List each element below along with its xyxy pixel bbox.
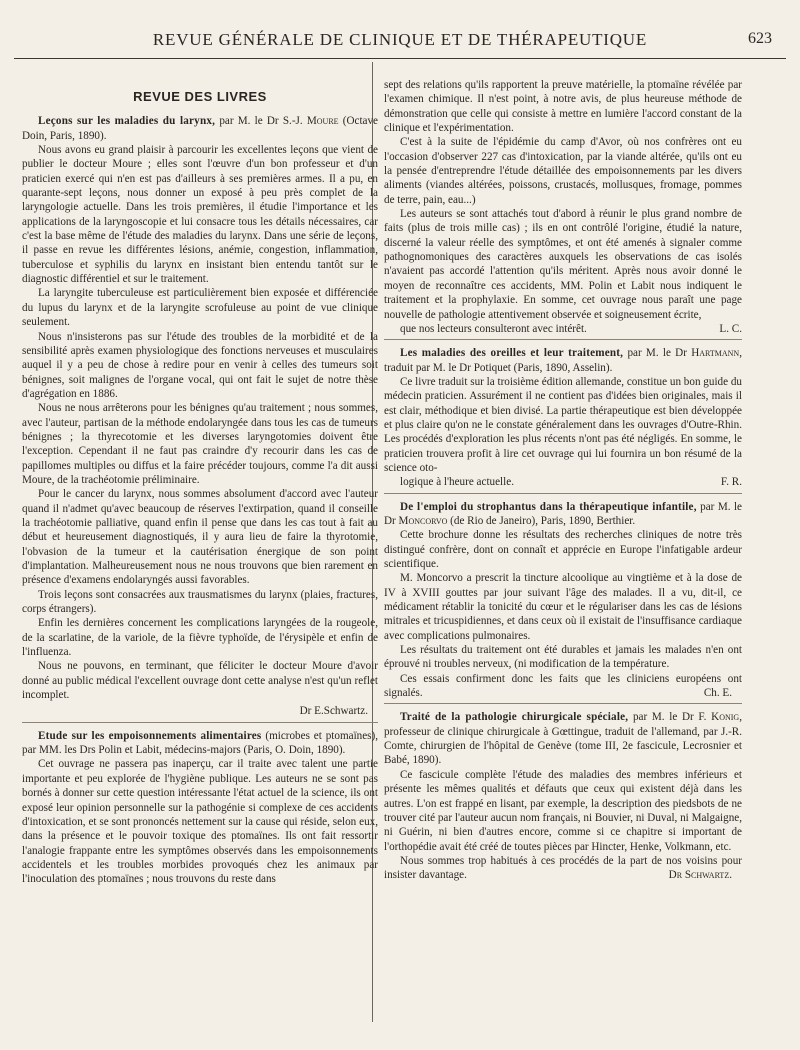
- review-paragraph: Pour le cancer du larynx, nous sommes absolument d'accord avec l'auteur quand il n'admet qu'avec beaucoup de réserves l'extirpation, quand il conseille la trachéotomie palliative, quand enfin il pense que dans les cas tout à fait au début et heureusement diagnostiqués, il y aura lieu de faire la thyrotomie, l'obvasion de la tumeur et la cautérisation énergique de son point d'implantation. Malheureusement nous ne nous trouvons que bien rarement en présence d'examens endolaryngés aussi favorables.: [22, 488, 378, 587]
- review-author: Hartmann: [691, 347, 740, 360]
- review-paragraph: sept des relations qu'ils rapportent la preuve matérielle, la ptomaïne révélée par l'examen chimique. Il n'est point, à notre avis, de plus heureuse méthode de démonstration que celle qui consiste à mettre en lumière l'accord constant de la clinique et l'expérimentation.: [384, 79, 742, 135]
- review-paragraph: Enfin les dernières concernent les complications laryngées de la rougeole, de la scarlatine, de la variole, de la fièvre typhoïde, de l'érysipèle et enfin de l'influenza.: [22, 617, 378, 659]
- review-signature: Ch. E.: [703, 687, 732, 700]
- review-header: [384, 710, 742, 767]
- review-signature: Dr Schwartz.: [668, 869, 732, 882]
- review-title: Etude sur les empoisonnements alimentaires: [38, 729, 262, 742]
- review-closing-line: que nos lecteurs consulteront avec intérêt.: [400, 322, 587, 335]
- review-citation: (Octave Doin, Paris, 1890).: [22, 115, 379, 142]
- review-author: Konig: [711, 711, 740, 724]
- page-number: 623: [748, 30, 772, 47]
- review-paragraph: [384, 672, 742, 701]
- review-paragraph: [384, 854, 742, 883]
- review-paragraph: C'est à la suite de l'épidémie du camp d'Avor, où nos confrères ont eu l'occasion d'observer 227 cas d'intoxication, par la viande altérée, qu'ils ont eu la pensée d'entreprendre l'étude détaillée des empoisonnements par les divers aliments (viandes altérées, poissons, crustacés, mollusques, fromage, pommes de terre, pain, eau...): [384, 136, 742, 206]
- review-closing-line: Ces essais confirment donc les faits que les cliniciens européens ont signalés.: [384, 672, 742, 700]
- review-citation: (microbes et ptomaïnes), par MM. les Drs Polin et Labit, médecins-majors (Paris, O. Doin, 1890).: [22, 729, 379, 757]
- review-title: De l'emploi du strophantus dans la thérapeutique infantile,: [400, 500, 697, 513]
- review-paragraph: Nous avons eu grand plaisir à parcourir les excellentes leçons que vient de publier le docteur Moure ; elles sont l'œuvre d'un bon professeur et d'un praticien exercé qui n'en est pas d'ailleurs à ses premières armes. Il a pu, en quarante-sept leçons, nous donner un exposé à peu près complet de la laryngologie actuelle. Dans les trois premières, il étudie l'importance et les applications de la laryngoscopie et lui consacre tous les détails nécessaires, car c'est la base même de l'étude des maladies du larynx. Dans une série de leçons, il passe en revue les différentes lésions, anémie, congestion, inflammation, tuberculose et syphilis du larynx en insistant bien entendu tantôt sur le diagnostic différentiel et sur le traitement.: [22, 144, 378, 286]
- review-signature: L. C.: [719, 322, 742, 335]
- review-closing-line: Nous sommes trop habitués à ces procédés de la part de nos voisins pour insister davantage.: [384, 854, 742, 882]
- running-title: REVUE GÉNÉRALE DE CLINIQUE ET DE THÉRAPEUTIQUE: [152, 30, 648, 49]
- review-separator: [22, 722, 378, 723]
- review-citation: (de Rio de Janeiro), Paris, 1890, Berthier.: [447, 514, 636, 527]
- section-title: REVUE DES LIVRES: [133, 89, 267, 104]
- review-separator: [384, 493, 742, 494]
- review-signature: F. R.: [720, 476, 742, 489]
- review-paragraph: Ce livre traduit sur la troisième édition allemande, constitue un bon guide du médecin praticien. Assurément il ne contient pas d'idées bien originales, mais il est clair, méthodique et bien divisé. La partie thérapeutique est bien développée et plus claire qu'on ne le constate généralement dans les ouvrages d'Outre-Rhin. Les procédés d'exploration les plus récents n'ont pas été négligés. En somme, le praticien trouvera profit à lire cet ouvrage qui lui fournira un bon résumé de la science oto-: [384, 375, 742, 474]
- review-paragraph: Trois leçons sont consacrées aux trausmatismes du larynx (plaies, fractures, corps étrangers).: [22, 588, 378, 616]
- review-paragraph: Nous n'insisterons pas sur l'étude des troubles de la morbidité et de la sensibilité après examen physiologique des fonctions nerveuses et musculaires auquel il y a peu de chose à redire pour en venir à celles des tumeurs soit bénignes, soit malignes de l'organe vocal, qui ont fait le sujet de notre thèse d'agrégation en 1886.: [22, 330, 378, 400]
- review-author: Moure: [306, 115, 339, 128]
- review-title: Leçons sur les maladies du larynx,: [38, 115, 216, 128]
- left-column: [22, 78, 378, 887]
- review-paragraph: La laryngite tuberculeuse est particulièrement bien exposée et différenciée du lupus du larynx et de la laryngite scrofuleuse au point de vue clinique seulement.: [22, 287, 378, 329]
- review-closing-line: logique à l'heure actuelle.: [400, 476, 514, 489]
- review-paragraph: M. Moncorvo a prescrit la tincture alcoolique au vingtième et à la dose de IV à XVIII gouttes par jour suivant l'âge des malades. Il a vu, dit-il, ce médicament rétablir la tonicité du cœur et le régulariser dans les cas de lésions mitrales et tricuspidiennes, et dans ceux où il existait de l'insuffisance cardiaque avec complications pulmonaires.: [384, 572, 742, 642]
- review-citation: par M. le Dr: [384, 500, 743, 527]
- review-header: [22, 114, 378, 143]
- review-citation: par M. le Dr S.-J.: [215, 115, 307, 128]
- review-citation: , traduit par M. le Dr Potiquet (Paris, 1890, Asselin).: [384, 347, 743, 374]
- review-title: Traité de la pathologie chirurgicale spéciale,: [400, 711, 629, 724]
- review-citation: , professeur de clinique chirurgicale à Gœttingue, traduit de l'allemand, par J.-R. Comte, chirurgien de l'hôpital de Genève (tome III, 2e fascicule, Lecrosnier et Babé, 1890).: [384, 711, 742, 767]
- review-header: [384, 500, 742, 529]
- review-paragraph: Les auteurs se sont attachés tout d'abord à réunir le plus grand nombre de faits (plus de trois mille cas) ; ils en ont contrôlé l'origine, étudié la nature, discerné la valeur réelle des symptômes, et ont été amenés à signaler comme pathognomoniques des caractères auxquels les observations de cas isolés n'avaient pas accordé l'attention qu'ils méritent. Après nous avoir donné le moyen de reconnaître ces accidents, MM. Polin et Labit nous indiquent le traitement et la prophylaxie. En somme, cet ouvrage nous paraît une page nouvelle de pathologie attentivement observée et soigneusement écrite,: [384, 208, 742, 321]
- review-header: [22, 729, 378, 758]
- review-separator: [384, 339, 742, 340]
- review-author: Moncorvo: [398, 514, 448, 527]
- review-closing: [384, 322, 742, 336]
- review-paragraph: Cette brochure donne les résultats des recherches cliniques de notre très distingué confrère, dont on connaît et apprécie en Europe l'infatigable ardeur scientifique.: [384, 529, 742, 570]
- review-paragraph: Ce fascicule complète l'étude des maladies des membres inférieurs et présente les mêmes qualités et défauts que ceux qui existent déjà dans les autres. L'on est frappé en lisant, par exemple, la description des piedsbots de ne trouver cité par l'auteur aucun nom français, ni Bouvier, ni Duval, ni Malgaigne, ni Guérin, ni bien d'autres encore, comme si ce chapitre si important de l'orthopédie avait été créé de toutes pièces par Hincter, Henke, Volkmann, etc.: [384, 768, 742, 853]
- review-paragraph: Les résultats du traitement ont été durables et jamais les malades n'en ont éprouvé ni troubles nerveux, (ni modification de la température.: [384, 644, 742, 671]
- review-citation: par M. le Dr F.: [628, 711, 712, 724]
- review-paragraph: Nous ne nous arrêterons pour les bénignes qu'au traitement ; nous sommes, avec l'auteur, partisan de la méthode endolaryngée dans tous les cas de tumeurs bénignes ; la thyrecotomie et les diverses laryngotomies doivent être l'exception. Cependant il ne faut pas craindre d'y recourir dans les cas de papillomes multiples ou diffus et la faire précéder toujours, comme l'a dit aussi Moure, de la trachéotomie préliminaire.: [22, 402, 378, 486]
- review-header: [384, 346, 742, 375]
- right-column: [384, 78, 742, 883]
- review-paragraph: Nous ne pouvons, en terminant, que féliciter le docteur Moure d'avoir donné au public médical l'excellent ouvrage dont cette analyse n'est qu'un reflet incomplet.: [22, 660, 378, 702]
- review-paragraph: Cet ouvrage ne passera pas inaperçu, car il traite avec talent une partie importante et peu explorée de l'hygiène publique. Les auteurs ne se sont pas bornés à donner sur cette question intéressante l'état actuel de la science, ils ont exposé leur opinion personnelle sur la pathogénie si complexe de ces accidents d'intoxication, et se sont prononcés nettement sur la cause qui réside, selon eux, dans la présence et le pouvoir toxique des ptomaïnes. Ils ont fait ressortir l'analogie frappante entre les symptômes observés dans les empoisonnements accidentels et les troubles morbides provoqués chez les animaux par l'inoculation des ptomaïnes ; nous trouvons du reste dans: [22, 758, 378, 886]
- review-separator: [384, 703, 742, 704]
- review-closing: [384, 475, 742, 489]
- review-signature: Dr E.Schwartz.: [299, 705, 368, 718]
- running-header: [14, 22, 786, 59]
- review-citation: par M. le Dr: [623, 347, 692, 360]
- review-title: Les maladies des oreilles et leur traitement,: [400, 347, 624, 360]
